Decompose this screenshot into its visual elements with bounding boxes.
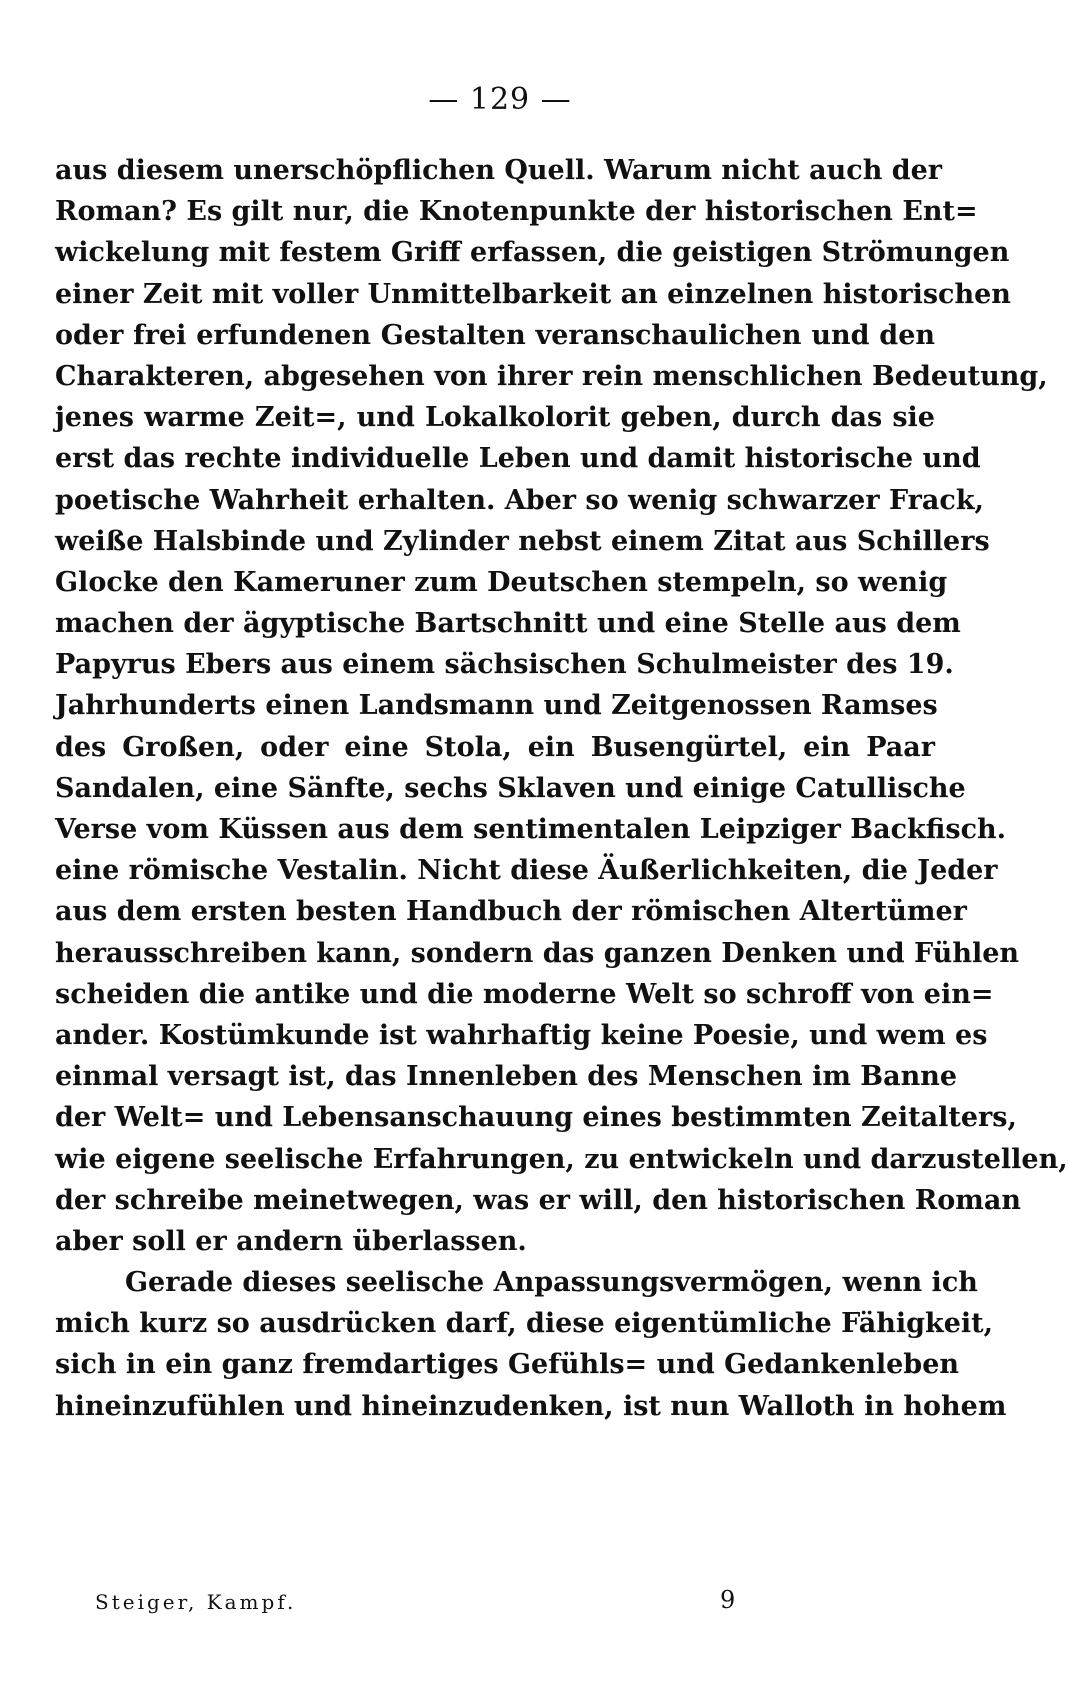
sheet-number: 9 [720,1586,736,1614]
text-line: wie eigene seelische Erfahrungen, zu entwickeln und darzustellen, [55,1143,1068,1175]
text-line: jenes warme Zeit=, und Lokalkolorit geben, durch das sie [55,402,935,434]
text-line: aus dem ersten besten Handbuch der römischen Altertümer [55,896,967,928]
text-line: aus diesem unerschöpflichen Quell. Warum nicht auch der [55,155,943,186]
text-line: poetische Wahrheit erhalten. Aber so wenig schwarzer Frack, [55,484,984,516]
text-line: Roman? Es gilt nur, die Knotenpunkte der historischen Ent= [55,196,978,228]
text-line: Sandalen, eine Sänfte, sechs Sklaven und einige Catullische [55,772,966,804]
text-line: Papyrus Ebers aus einem sächsischen Schulmeister des 19. [55,649,954,681]
text-line: des Großen, oder eine Stola, ein Busengürtel, ein Paar [55,731,935,763]
text-line: einmal versagt ist, das Innenleben des Menschen im Banne [55,1061,958,1093]
text-line: erst das rechte individuelle Leben und damit historische und [55,443,981,475]
text-line: Glocke den Kameruner zum Deutschen stempeln, so wenig [55,566,948,598]
text-line: oder frei erfundenen Gestalten veranschaulichen und den [55,319,935,351]
text-line: wickelung mit festem Griff erfassen, die geistigen Strömungen [55,237,1010,269]
text-line: einer Zeit mit voller Unmittelbarkeit an einzelnen historischen [55,278,1011,310]
text-line: Gerade dieses seelische Anpassungsvermögen, wenn ich [125,1267,978,1299]
text-line: hineinzufühlen und hineinzudenken, ist nun Walloth in hohem [55,1390,1007,1422]
text-line: scheiden die antike und die moderne Welt so schroff von ein= [55,978,994,1010]
text-line: eine römische Vestalin. Nicht diese Äußerlichkeiten, die Jeder [55,855,998,887]
body-text [55,150,1068,1427]
printer-signature: Steiger, Kampf. [95,1590,297,1614]
text-line: ander. Kostümkunde ist wahrhaftig keine Poesie, und wem es [55,1019,988,1051]
text-line: machen der ägyptische Bartschnitt und eine Stelle aus dem [55,608,961,640]
text-line: sich in ein ganz fremdartiges Gefühls= und Gedankenleben [55,1349,959,1381]
text-line: Verse vom Küssen aus dem sentimentalen Leipziger Backfisch. [55,814,1007,845]
text-line: mich kurz so ausdrücken darf, diese eigentümliche Fähigkeit, [55,1308,994,1340]
text-line: herausschreiben kann, sondern das ganzen Denken und Fühlen [55,937,1020,969]
text-line: der schreibe meinetwegen, was er will, den historischen Roman [55,1184,1021,1216]
text-line: Charakteren, abgesehen von ihrer rein menschlichen Bedeutung, [55,360,1048,392]
text-line: aber soll er andern überlassen. [55,1225,527,1257]
text-line: der Welt= und Lebensanschauung eines bestimmten Zeitalters, [55,1102,1017,1134]
text-line: weiße Halsbinde und Zylinder nebst einem Zitat aus Schillers [55,525,990,557]
text-line: Jahrhunderts einen Landsmann und Zeitgenossen Ramses [55,690,938,722]
page-number-header: — 129 — [428,82,572,117]
